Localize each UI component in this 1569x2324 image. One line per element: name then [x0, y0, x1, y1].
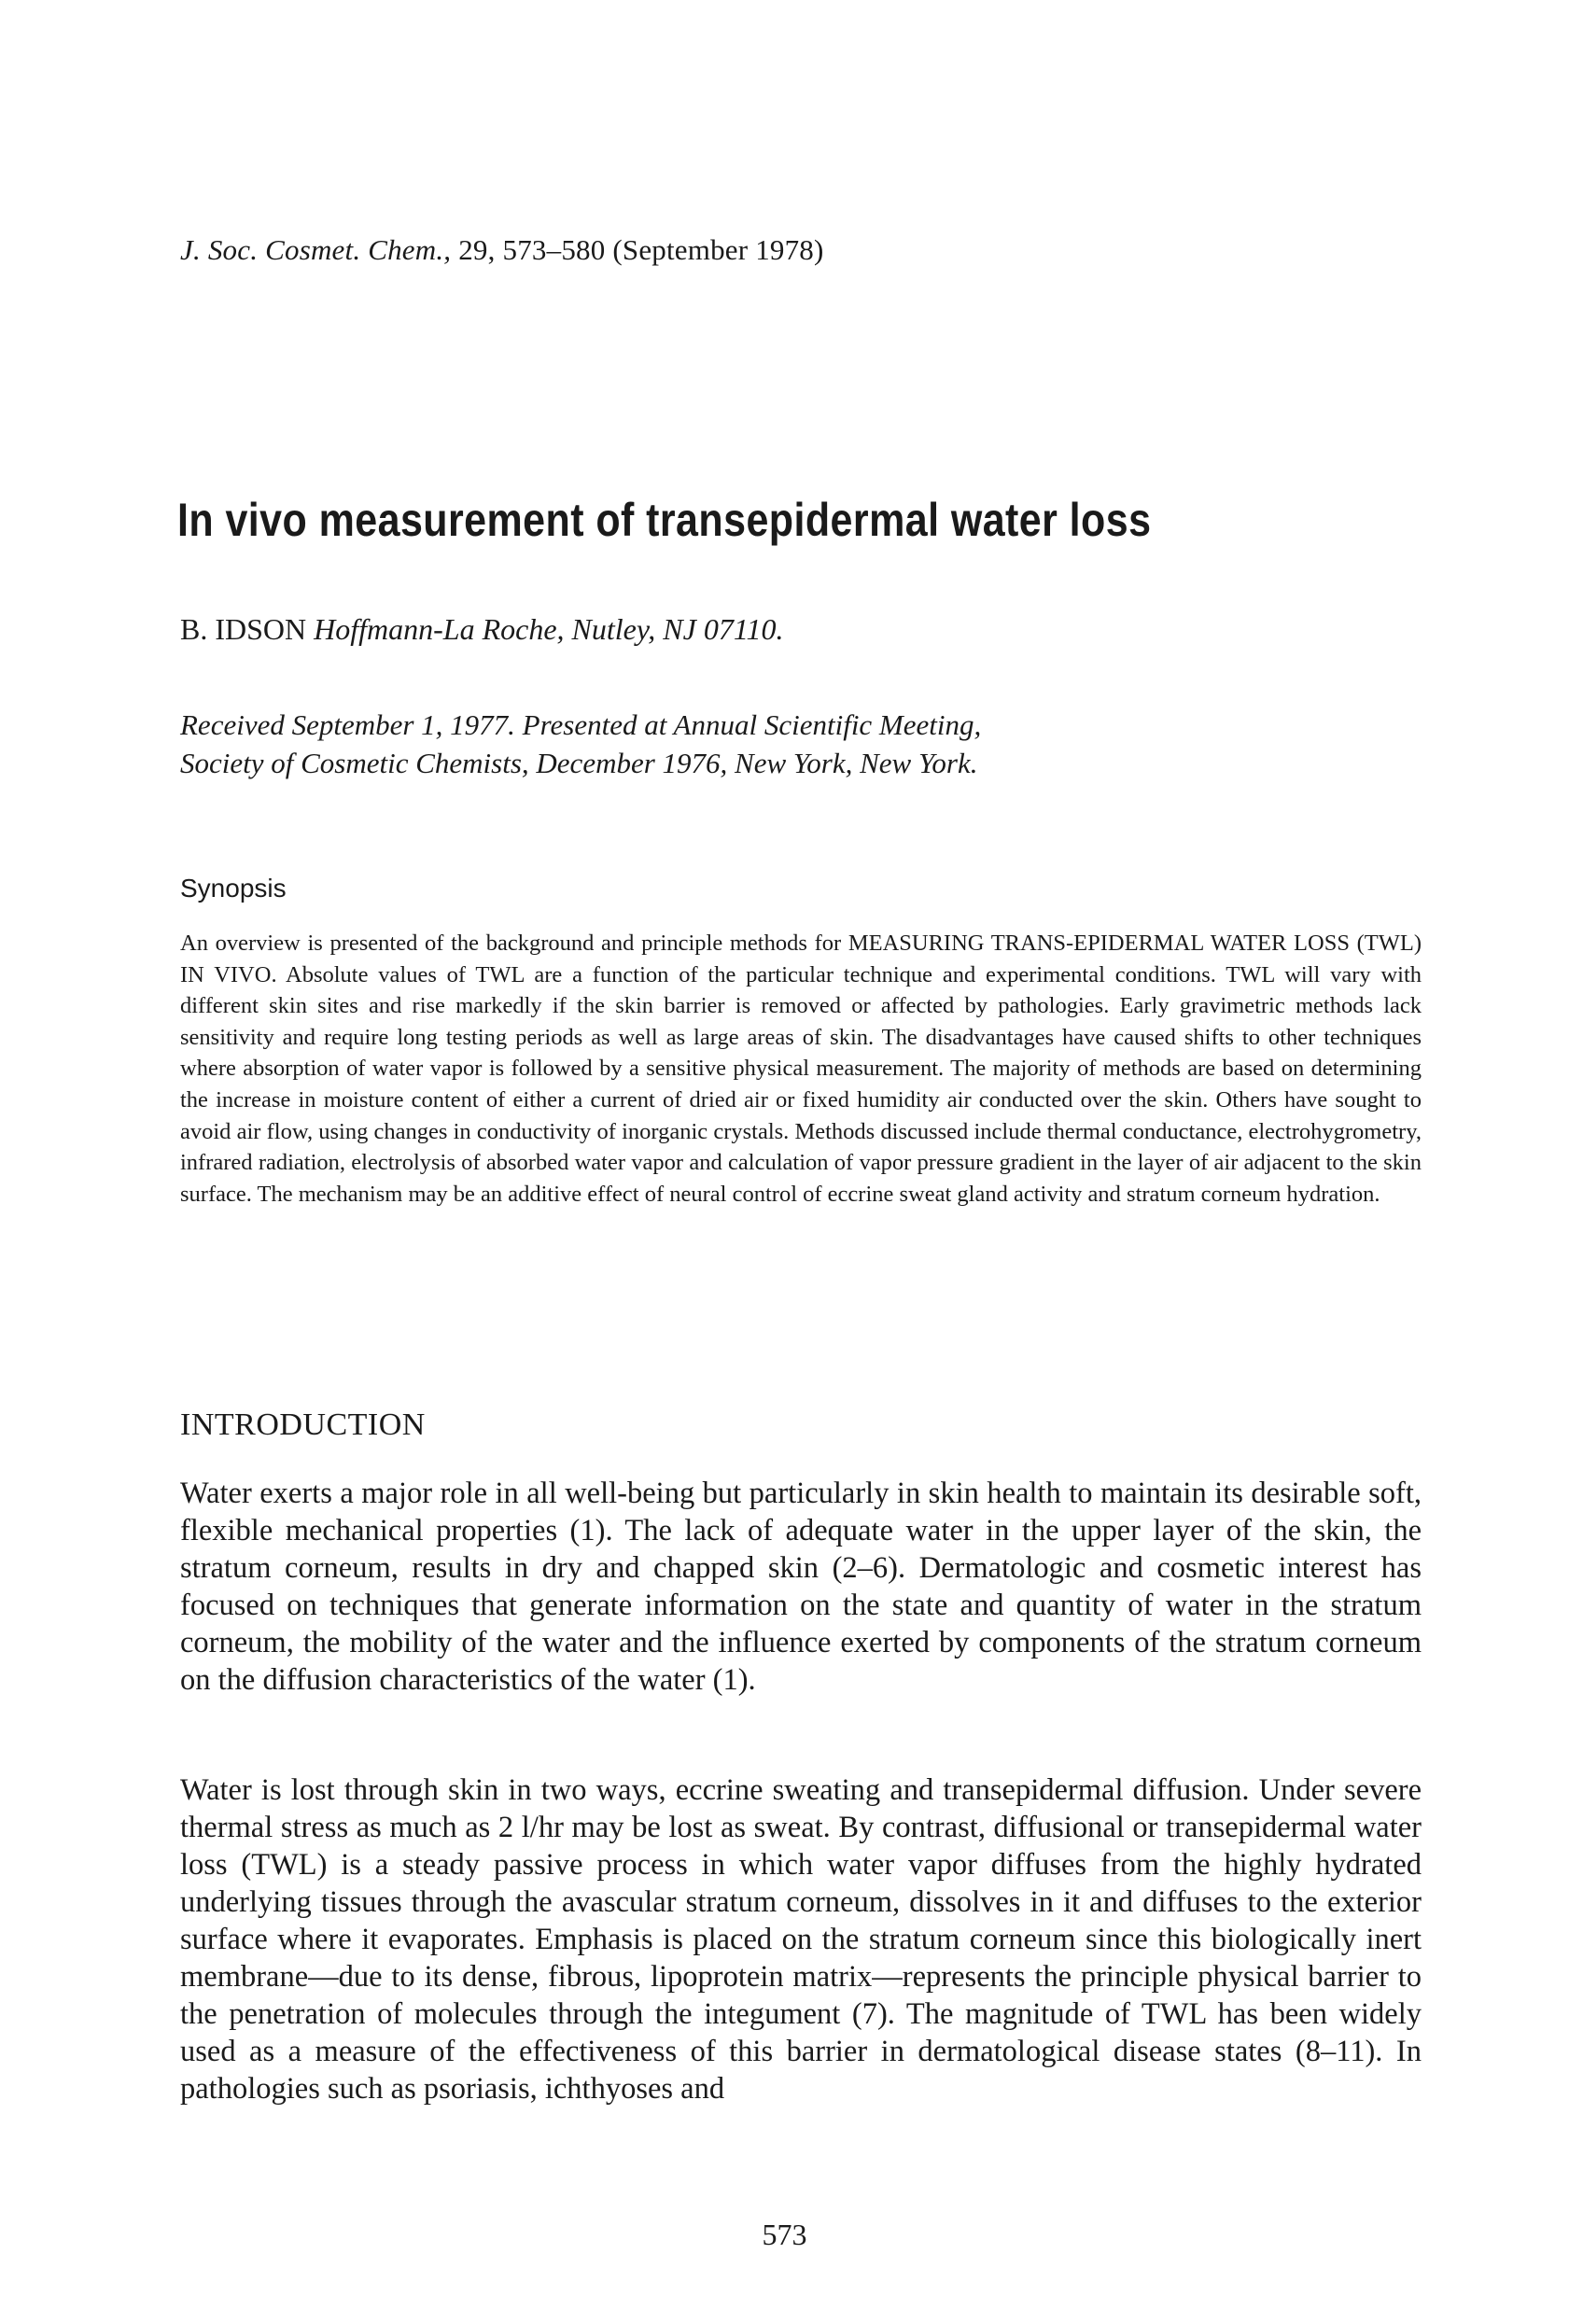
- article-title: In vivo measurement of transepidermal water loss: [177, 494, 1152, 546]
- journal-abbrev: J. Soc. Cosmet. Chem.,: [180, 233, 452, 266]
- introduction-paragraph-1: Water exerts a major role in all well-being but particularly in skin health to maintain its desirable soft, flexible mechanical properties (1). The lack of adequate water in the upper layer of the skin, the stratum corneum, results in dry and chapped skin (2–6). Dermatologic and cosmetic interest has focused on techniques that generate information on the state and quantity of water in the stratum corneum, the mobility of the water and the influence exerted by components of the stratum corneum on the diffusion characteristics of the water (1).: [180, 1477, 1422, 1697]
- introduction-paragraph-2: Water is lost through skin in two ways, eccrine sweating and transepidermal diffusion. Under severe thermal stress as much as 2 l/hr may be lost as sweat. By contrast, diffusional or transepidermal water loss (TWL) is a steady passive process in which water vapor diffuses from the highly hydrated underlying tissues through the avascular stratum corneum, dissolves in it and diffuses to the exterior surface where it evaporates. Emphasis is placed on the stratum corneum since this biologically inert membrane—due to its dense, fibrous, lipoprotein matrix—represents the principle physical barrier to the penetration of molecules through the integument (7). The magnitude of TWL has been widely used as a measure of the effectiveness of this barrier in dermatological disease states (8–11). In pathologies such as psoriasis, ichthyoses and: [180, 1773, 1422, 2106]
- synopsis-heading: Synopsis: [180, 874, 287, 903]
- received-line-1: Received September 1, 1977. Presented at Annual Scientific Meeting,: [180, 708, 982, 741]
- journal-reference: [180, 233, 824, 267]
- journal-volume: 29,: [458, 233, 496, 266]
- introduction-heading: INTRODUCTION: [180, 1407, 426, 1442]
- received-line-2: Society of Cosmetic Chemists, December 1976, New York, New York.: [180, 747, 978, 779]
- author-affiliation: Hoffmann-La Roche, Nutley, NJ 07110.: [314, 612, 784, 646]
- author-name: B. IDSON: [180, 612, 307, 646]
- received-note: [180, 706, 981, 782]
- synopsis-body: An overview is presented of the background and principle methods for MEASURING TRANS-EPIDERMAL WATER LOSS (TWL) IN VIVO. Absolute values of TWL are a function of the particular technique and experimental conditions. TWL will vary with different skin sites and rise markedly if the skin barrier is removed or affected by pathologies. Early gravimetric methods lack sensitivity and require long testing periods as well as large areas of skin. The disadvantages have caused shifts to other techniques where absorption of water vapor is followed by a sensitive physical measurement. The majority of methods are based on determining the increase in moisture content of either a current of dried air or fixed humidity air conducted over the skin. Others have sought to avoid air flow, using changes in conductivity of inorganic crystals. Methods discussed include thermal conductance, electrohygrometry, infrared radiation, electrolysis of absorbed water vapor and calculation of vapor pressure gradient in the layer of air adjacent to the skin surface. The mechanism may be an additive effect of neural control of eccrine sweat gland activity and stratum corneum hydration.: [180, 931, 1422, 1207]
- page-number: 573: [762, 2218, 807, 2251]
- author-line: [180, 612, 783, 647]
- journal-pages-date: 573–580 (September 1978): [502, 233, 824, 266]
